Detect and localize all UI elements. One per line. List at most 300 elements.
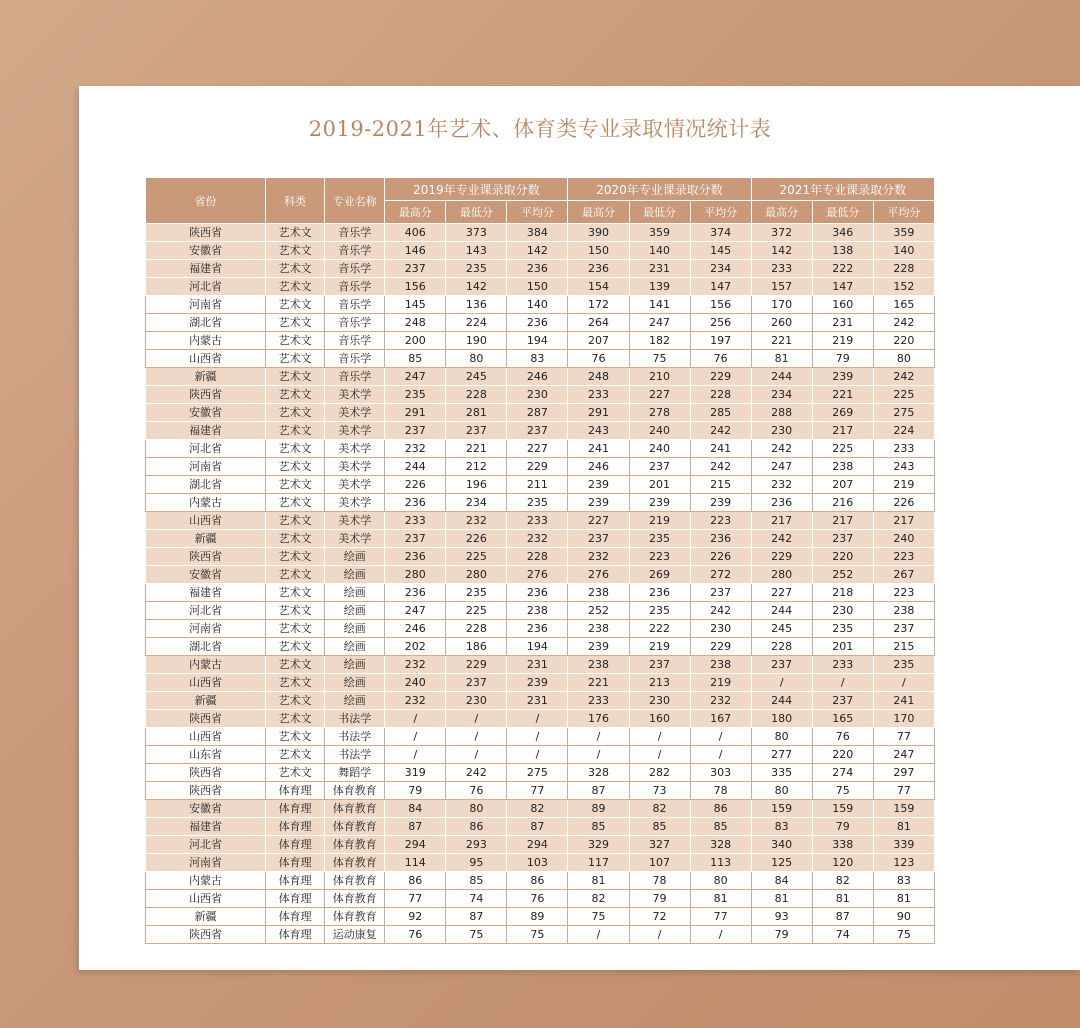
cell-2020-min: 235 [629,530,690,548]
cell-category: 艺术文 [266,728,325,746]
cell-2020-min: 82 [629,800,690,818]
cell-province: 山西省 [146,350,266,368]
cell-category: 艺术文 [266,260,325,278]
cell-2020-max: 207 [568,332,629,350]
cell-2019-avg: 294 [507,836,568,854]
cell-2020-min: 78 [629,872,690,890]
cell-2019-min: 232 [446,512,507,530]
cell-2020-avg: 228 [690,386,751,404]
cell-2021-max: 159 [751,800,812,818]
cell-2020-min: 269 [629,566,690,584]
cell-province: 陕西省 [146,224,266,242]
header-year-2021: 2021年专业课录取分数 [751,178,934,201]
cell-2021-avg: 223 [873,584,934,602]
cell-2020-max: 85 [568,818,629,836]
cell-2020-max: 238 [568,620,629,638]
cell-2019-avg: 229 [507,458,568,476]
cell-2019-max: 244 [385,458,446,476]
table-row [146,764,935,782]
cell-2019-min: 142 [446,278,507,296]
header-avg: 平均分 [873,201,934,224]
cell-2020-max: 236 [568,260,629,278]
cell-2021-avg: 275 [873,404,934,422]
cell-province: 山西省 [146,890,266,908]
cell-2020-avg: 234 [690,260,751,278]
cell-category: 艺术文 [266,242,325,260]
cell-2020-max: 328 [568,764,629,782]
cell-province: 福建省 [146,818,266,836]
cell-2019-max: 87 [385,818,446,836]
cell-2020-max: 248 [568,368,629,386]
cell-2019-max: 85 [385,350,446,368]
cell-2020-avg: 78 [690,782,751,800]
cell-2021-avg: 240 [873,530,934,548]
header-min: 最低分 [812,201,873,224]
cell-major: 绘画 [325,656,385,674]
cell-2021-max: 142 [751,242,812,260]
header-year-2019: 2019年专业课录取分数 [385,178,568,201]
cell-2019-min: 85 [446,872,507,890]
cell-province: 山西省 [146,674,266,692]
cell-major: 美术学 [325,530,385,548]
cell-2020-min: 237 [629,458,690,476]
cell-2021-max: 217 [751,512,812,530]
cell-2020-max: 89 [568,800,629,818]
cell-2019-avg: 150 [507,278,568,296]
cell-2021-min: 79 [812,818,873,836]
cell-category: 艺术文 [266,458,325,476]
table-row [146,782,935,800]
cell-category: 艺术文 [266,404,325,422]
cell-2019-min: 80 [446,350,507,368]
cell-2020-min: 141 [629,296,690,314]
cell-2019-min: 95 [446,854,507,872]
cell-2020-min: 240 [629,422,690,440]
cell-major: 体育教育 [325,782,385,800]
cell-2019-max: 236 [385,494,446,512]
cell-major: 美术学 [325,476,385,494]
cell-category: 艺术文 [266,278,325,296]
cell-province: 内蒙古 [146,872,266,890]
cell-2021-avg: 165 [873,296,934,314]
table-row [146,458,935,476]
cell-2019-min: 373 [446,224,507,242]
cell-2019-min: 228 [446,386,507,404]
cell-2020-max: 238 [568,584,629,602]
cell-2019-avg: 233 [507,512,568,530]
cell-2019-min: 87 [446,908,507,926]
cell-province: 内蒙古 [146,332,266,350]
cell-2020-min: 107 [629,854,690,872]
cell-2021-min: 225 [812,440,873,458]
cell-2021-min: 120 [812,854,873,872]
cell-2021-min: / [812,674,873,692]
cell-province: 湖北省 [146,314,266,332]
cell-2021-avg: 238 [873,602,934,620]
cell-2021-avg: 123 [873,854,934,872]
cell-2019-avg: 237 [507,422,568,440]
cell-2021-avg: 242 [873,314,934,332]
cell-2019-min: 80 [446,800,507,818]
header-province: 省份 [146,178,266,224]
cell-2019-min: 228 [446,620,507,638]
cell-2021-min: 274 [812,764,873,782]
cell-2019-avg: 276 [507,566,568,584]
cell-2019-min: 225 [446,602,507,620]
cell-2019-min: 143 [446,242,507,260]
cell-2020-avg: 76 [690,350,751,368]
header-min: 最低分 [446,201,507,224]
cell-2021-avg: 223 [873,548,934,566]
table-row [146,674,935,692]
cell-major: 音乐学 [325,368,385,386]
cell-major: 体育教育 [325,908,385,926]
cell-category: 体育理 [266,854,325,872]
cell-major: 美术学 [325,440,385,458]
cell-2021-min: 237 [812,530,873,548]
cell-2021-max: 260 [751,314,812,332]
cell-2021-min: 219 [812,332,873,350]
cell-2020-min: 278 [629,404,690,422]
cell-2020-max: 87 [568,782,629,800]
cell-2019-avg: 227 [507,440,568,458]
cell-major: 体育教育 [325,872,385,890]
cell-2021-avg: 81 [873,890,934,908]
cell-province: 福建省 [146,584,266,602]
cell-2021-max: 227 [751,584,812,602]
cell-category: 艺术文 [266,476,325,494]
table-row [146,728,935,746]
cell-2019-avg: 231 [507,656,568,674]
table-row [146,314,935,332]
cell-2020-min: 327 [629,836,690,854]
table-row [146,908,935,926]
cell-2019-max: 145 [385,296,446,314]
cell-2020-avg: 77 [690,908,751,926]
cell-2019-min: 235 [446,260,507,278]
cell-2021-min: 231 [812,314,873,332]
cell-2021-min: 338 [812,836,873,854]
cell-2019-max: 237 [385,530,446,548]
header-max: 最高分 [385,201,446,224]
cell-2019-max: 247 [385,602,446,620]
cell-category: 体育理 [266,836,325,854]
cell-2020-min: 282 [629,764,690,782]
cell-2019-avg: 87 [507,818,568,836]
cell-2021-max: 233 [751,260,812,278]
cell-2019-min: 237 [446,674,507,692]
cell-2021-avg: 90 [873,908,934,926]
cell-2021-max: 340 [751,836,812,854]
cell-province: 新疆 [146,368,266,386]
table-row [146,872,935,890]
cell-province: 河北省 [146,278,266,296]
cell-2019-min: 74 [446,890,507,908]
cell-major: 音乐学 [325,242,385,260]
cell-2021-min: 217 [812,422,873,440]
cell-major: 音乐学 [325,278,385,296]
cell-category: 艺术文 [266,746,325,764]
cell-2019-max: 406 [385,224,446,242]
cell-2021-min: 147 [812,278,873,296]
cell-2021-avg: 297 [873,764,934,782]
cell-2020-min: 75 [629,350,690,368]
cell-2021-min: 252 [812,566,873,584]
table-row [146,422,935,440]
cell-2021-max: 244 [751,602,812,620]
table-row [146,854,935,872]
cell-2020-min: 231 [629,260,690,278]
cell-2020-avg: 113 [690,854,751,872]
cell-2019-avg: 235 [507,494,568,512]
cell-province: 山东省 [146,746,266,764]
cell-2019-avg: 194 [507,638,568,656]
cell-2021-max: 236 [751,494,812,512]
table-row [146,512,935,530]
cell-2019-min: 212 [446,458,507,476]
cell-2019-min: 225 [446,548,507,566]
cell-2021-min: 346 [812,224,873,242]
cell-province: 新疆 [146,692,266,710]
cell-major: 书法学 [325,746,385,764]
cell-2021-min: 218 [812,584,873,602]
cell-2021-max: 180 [751,710,812,728]
cell-category: 艺术文 [266,692,325,710]
cell-2019-max: 84 [385,800,446,818]
cell-2019-avg: 236 [507,314,568,332]
cell-2021-min: 238 [812,458,873,476]
cell-major: 绘画 [325,584,385,602]
cell-2021-avg: 224 [873,422,934,440]
cell-major: 音乐学 [325,314,385,332]
cell-2020-max: 82 [568,890,629,908]
cell-2019-min: 226 [446,530,507,548]
cell-2020-min: 73 [629,782,690,800]
cell-2021-max: 237 [751,656,812,674]
cell-major: 美术学 [325,494,385,512]
table-row [146,836,935,854]
cell-2019-avg: 236 [507,584,568,602]
cell-2021-max: 157 [751,278,812,296]
table-row [146,440,935,458]
table-row [146,530,935,548]
cell-2020-avg: 272 [690,566,751,584]
cell-2020-min: 160 [629,710,690,728]
cell-2019-max: 236 [385,548,446,566]
cell-2019-min: 229 [446,656,507,674]
cell-major: 舞蹈学 [325,764,385,782]
cell-2020-max: 276 [568,566,629,584]
cell-category: 体育理 [266,926,325,944]
cell-2020-max: 264 [568,314,629,332]
cell-2021-max: 242 [751,530,812,548]
cell-2019-min: / [446,728,507,746]
header-major: 专业名称 [325,178,385,224]
cell-2019-avg: 287 [507,404,568,422]
cell-2019-max: 202 [385,638,446,656]
cell-category: 艺术文 [266,512,325,530]
cell-2021-max: 245 [751,620,812,638]
cell-2019-avg: 89 [507,908,568,926]
cell-2019-max: 76 [385,926,446,944]
cell-2019-max: 232 [385,440,446,458]
cell-2019-min: 190 [446,332,507,350]
cell-2019-max: 233 [385,512,446,530]
cell-2020-min: 85 [629,818,690,836]
cell-2021-avg: 226 [873,494,934,512]
table-row [146,278,935,296]
table-row [146,692,935,710]
cell-2021-avg: 228 [873,260,934,278]
cell-2021-max: 125 [751,854,812,872]
cell-2020-min: / [629,746,690,764]
cell-category: 艺术文 [266,674,325,692]
cell-2021-avg: 170 [873,710,934,728]
header-max: 最高分 [751,201,812,224]
table-row [146,620,935,638]
cell-2021-max: 247 [751,458,812,476]
cell-2019-max: 232 [385,692,446,710]
cell-major: 美术学 [325,404,385,422]
cell-2020-min: 222 [629,620,690,638]
cell-province: 河北省 [146,602,266,620]
cell-2021-min: 165 [812,710,873,728]
cell-2021-min: 87 [812,908,873,926]
cell-2020-max: 238 [568,656,629,674]
cell-2021-avg: 243 [873,458,934,476]
cell-category: 艺术文 [266,296,325,314]
cell-2019-min: / [446,710,507,728]
cell-major: 音乐学 [325,332,385,350]
cell-2021-avg: 81 [873,818,934,836]
cell-2020-max: 75 [568,908,629,926]
cell-2020-max: 243 [568,422,629,440]
cell-2021-max: 170 [751,296,812,314]
table-row [146,746,935,764]
cell-category: 艺术文 [266,764,325,782]
cell-major: 美术学 [325,512,385,530]
cell-2020-min: 79 [629,890,690,908]
cell-2021-min: 216 [812,494,873,512]
cell-2021-max: 232 [751,476,812,494]
cell-2020-max: 239 [568,494,629,512]
cell-2021-avg: 233 [873,440,934,458]
cell-2020-avg: 232 [690,692,751,710]
cell-major: 运动康复 [325,926,385,944]
table-row [146,584,935,602]
cell-2019-min: 75 [446,926,507,944]
cell-2020-min: 182 [629,332,690,350]
cell-major: 绘画 [325,548,385,566]
cell-category: 艺术文 [266,602,325,620]
cell-2020-avg: 86 [690,800,751,818]
cell-2020-max: 291 [568,404,629,422]
cell-2021-avg: 241 [873,692,934,710]
cell-major: 音乐学 [325,296,385,314]
cell-2019-avg: 86 [507,872,568,890]
cell-major: 体育教育 [325,818,385,836]
cell-2020-avg: 219 [690,674,751,692]
table-body [146,224,935,944]
cell-2019-avg: 246 [507,368,568,386]
table-row [146,548,935,566]
cell-2021-max: 81 [751,350,812,368]
cell-2021-avg: 80 [873,350,934,368]
cell-2020-min: 236 [629,584,690,602]
cell-major: 美术学 [325,386,385,404]
cell-major: 体育教育 [325,854,385,872]
cell-2020-max: 232 [568,548,629,566]
cell-2020-max: 233 [568,386,629,404]
cell-2020-avg: / [690,746,751,764]
cell-2019-avg: / [507,710,568,728]
cell-2019-avg: 83 [507,350,568,368]
cell-2021-max: 244 [751,692,812,710]
cell-2020-min: 247 [629,314,690,332]
cell-2020-avg: 80 [690,872,751,890]
cell-2020-min: 139 [629,278,690,296]
cell-2020-max: 150 [568,242,629,260]
cell-2020-avg: 197 [690,332,751,350]
cell-2021-avg: 77 [873,782,934,800]
table-row [146,476,935,494]
cell-category: 艺术文 [266,224,325,242]
cell-2020-avg: 215 [690,476,751,494]
cell-major: 书法学 [325,728,385,746]
cell-province: 河南省 [146,854,266,872]
cell-province: 安徽省 [146,242,266,260]
cell-2021-avg: 140 [873,242,934,260]
cell-2020-min: / [629,728,690,746]
cell-2020-avg: 328 [690,836,751,854]
cell-2020-avg: 229 [690,638,751,656]
cell-2020-max: 252 [568,602,629,620]
cell-2019-avg: / [507,746,568,764]
cell-major: 体育教育 [325,800,385,818]
table-row [146,602,935,620]
cell-2019-max: 146 [385,242,446,260]
cell-province: 河北省 [146,440,266,458]
cell-2021-avg: 217 [873,512,934,530]
cell-category: 艺术文 [266,368,325,386]
cell-2019-max: 232 [385,656,446,674]
cell-province: 陕西省 [146,548,266,566]
cell-2021-min: 220 [812,548,873,566]
table-row [146,350,935,368]
cell-2021-max: 288 [751,404,812,422]
cell-2021-min: 217 [812,512,873,530]
cell-2019-max: 235 [385,386,446,404]
cell-2019-max: 77 [385,890,446,908]
header-max: 最高分 [568,201,629,224]
cell-2019-avg: 232 [507,530,568,548]
cell-2020-min: 235 [629,602,690,620]
cell-category: 艺术文 [266,710,325,728]
cell-province: 福建省 [146,422,266,440]
header-min: 最低分 [629,201,690,224]
table-row [146,386,935,404]
cell-province: 福建省 [146,260,266,278]
cell-2020-avg: 236 [690,530,751,548]
cell-2019-min: 186 [446,638,507,656]
cell-category: 艺术文 [266,656,325,674]
cell-major: 美术学 [325,422,385,440]
cell-major: 绘画 [325,620,385,638]
cell-category: 艺术文 [266,350,325,368]
cell-2021-max: 244 [751,368,812,386]
cell-2020-min: 219 [629,638,690,656]
cell-2019-max: / [385,710,446,728]
